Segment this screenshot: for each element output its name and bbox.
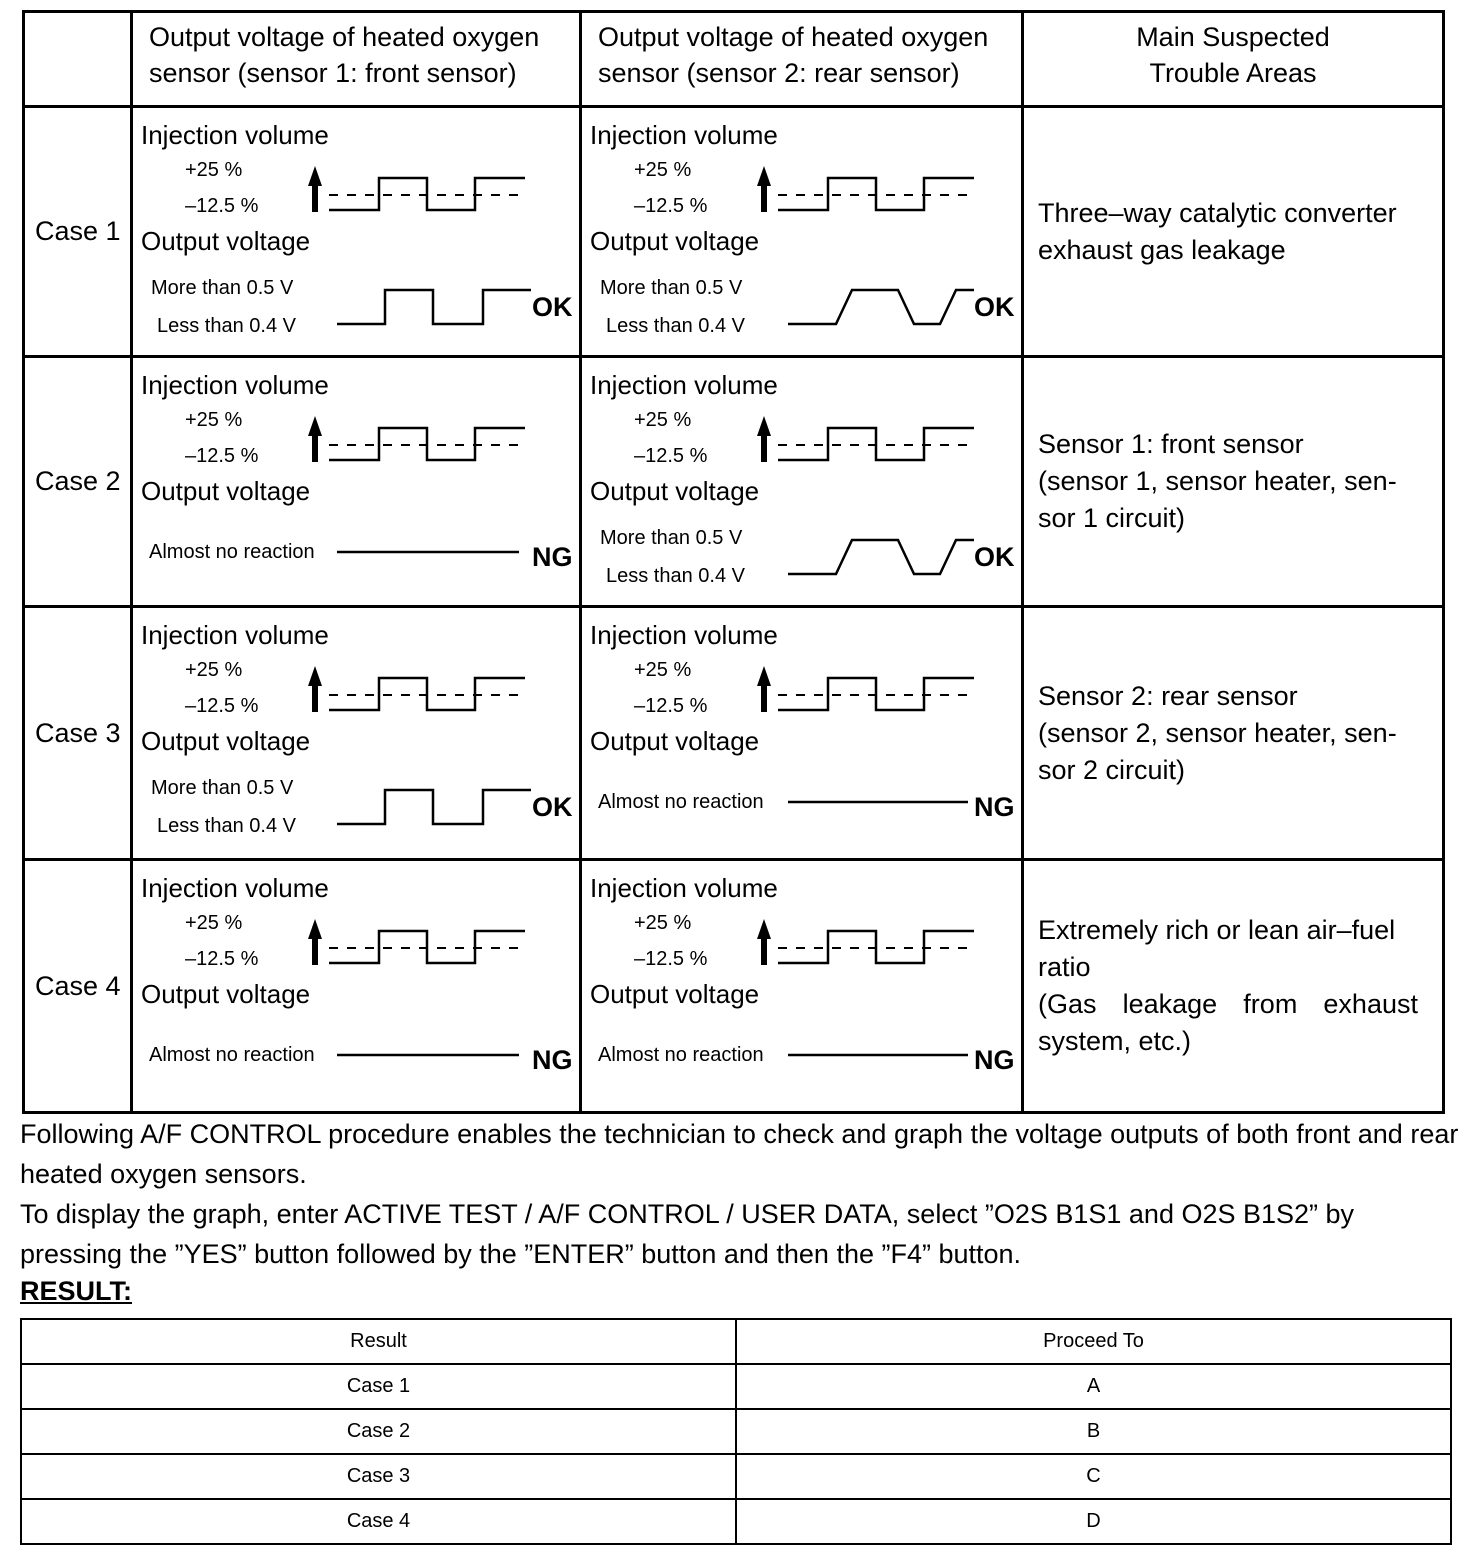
minus-12-5-label: –12.5 %: [634, 195, 708, 217]
header-sensor1: [132, 12, 581, 107]
result-case: Case 4: [21, 1499, 736, 1544]
header-sensor1-line1: Output voltage of heated oxygen: [149, 22, 540, 52]
trouble-areas: [1023, 107, 1444, 357]
injection-volume-label: Injection volume: [141, 120, 329, 150]
result-badge: NG: [532, 1045, 573, 1075]
waveform-diagram: [133, 358, 576, 602]
plus-25-label: +25 %: [634, 409, 692, 431]
sensor2-cell: [581, 860, 1023, 1113]
header-areas: [1023, 12, 1444, 107]
injection-volume-label: Injection volume: [141, 873, 329, 903]
result-case: Case 1: [21, 1364, 736, 1409]
case-row: [24, 357, 1444, 607]
result-proceed: A: [736, 1364, 1451, 1409]
less-than-label: Less than 0.4 V: [606, 565, 745, 587]
result-row: [21, 1454, 1451, 1499]
case-row: [24, 860, 1444, 1113]
waveform-diagram: [133, 861, 576, 1105]
result-heading: RESULT:: [20, 1276, 132, 1306]
output-voltage-label: Output voltage: [141, 226, 311, 256]
plus-25-label: +25 %: [185, 659, 243, 681]
output-wave: [788, 290, 974, 324]
injection-volume-label: Injection volume: [141, 370, 329, 400]
almost-no-reaction-label: Almost no reaction: [598, 791, 764, 813]
trouble-area-line: Three–way catalytic converter: [1038, 197, 1397, 228]
result-row: [21, 1499, 1451, 1544]
arrow-head-icon: [757, 919, 771, 939]
trouble-area-line: system, etc.): [1038, 1026, 1192, 1056]
output-voltage-label: Output voltage: [590, 226, 760, 256]
sensor1-cell: [132, 107, 581, 357]
injection-volume-label: Injection volume: [141, 620, 329, 650]
header-sensor2: [581, 12, 1023, 107]
header-blank-cell: [24, 12, 132, 107]
more-than-label: More than 0.5 V: [600, 527, 743, 549]
result-badge: NG: [532, 542, 573, 572]
waveform-diagram: [582, 861, 1018, 1105]
case-label: Case 3: [24, 607, 132, 860]
injection-volume-label: Injection volume: [590, 873, 778, 903]
case-row: [24, 107, 1444, 357]
case-label: Case 4: [24, 860, 132, 1113]
output-voltage-label: Output voltage: [590, 979, 760, 1009]
minus-12-5-label: –12.5 %: [185, 948, 259, 970]
plus-25-label: +25 %: [634, 659, 692, 681]
trouble-area-line: Extremely rich or lean air–fuel: [1038, 915, 1396, 945]
header-row: [24, 12, 1444, 107]
output-wave: [337, 790, 531, 824]
plus-25-label: +25 %: [185, 912, 243, 934]
more-than-label: More than 0.5 V: [151, 777, 294, 799]
injection-volume-label: Injection volume: [590, 120, 778, 150]
arrow-head-icon: [757, 166, 771, 186]
trouble-area-line: exhaust gas leakage: [1038, 234, 1286, 265]
header-sensor2-line2: sensor (sensor 2: rear sensor): [598, 58, 960, 88]
sensor1-cell: [132, 607, 581, 860]
minus-12-5-label: –12.5 %: [634, 695, 708, 717]
trouble-area-line: sor 2 circuit): [1038, 754, 1186, 785]
more-than-label: More than 0.5 V: [151, 277, 294, 299]
sensor2-cell: [581, 357, 1023, 607]
result-badge: OK: [974, 542, 1015, 572]
result-header-result: Result: [21, 1319, 736, 1364]
minus-12-5-label: –12.5 %: [185, 445, 259, 467]
result-row: [21, 1364, 1451, 1409]
result-proceed: B: [736, 1409, 1451, 1454]
waveform-diagram: [133, 608, 576, 852]
arrow-head-icon: [308, 416, 322, 436]
plus-25-label: +25 %: [185, 409, 243, 431]
trouble-area-line: sor 1 circuit): [1038, 503, 1186, 533]
case-label: Case 1: [24, 107, 132, 357]
case-label: Case 2: [24, 357, 132, 607]
minus-12-5-label: –12.5 %: [634, 948, 708, 970]
result-badge: OK: [532, 292, 573, 322]
arrow-head-icon: [308, 919, 322, 939]
header-areas-line2: Trouble Areas: [1149, 58, 1317, 88]
waveform-diagram: [582, 358, 1018, 602]
result-proceed: D: [736, 1499, 1451, 1544]
injection-volume-label: Injection volume: [590, 620, 778, 650]
waveform-diagram: [582, 108, 1018, 352]
sensor1-cell: [132, 357, 581, 607]
output-voltage-label: Output voltage: [141, 979, 311, 1009]
arrow-head-icon: [308, 166, 322, 186]
arrow-head-icon: [308, 666, 322, 686]
output-voltage-label: Output voltage: [590, 476, 760, 506]
result-case: Case 3: [21, 1454, 736, 1499]
procedure-paragraph: [20, 1114, 1460, 1274]
result-header-proceed: Proceed To: [736, 1319, 1451, 1364]
trouble-area-line: (sensor 1, sensor heater, sen-: [1038, 466, 1397, 496]
output-wave: [788, 540, 974, 574]
result-badge: OK: [974, 292, 1015, 322]
trouble-area-line: (Gas leakage from exhaust: [1038, 989, 1418, 1019]
trouble-area-line: Sensor 2: rear sensor: [1038, 680, 1298, 711]
result-badge: NG: [974, 792, 1015, 822]
output-voltage-label: Output voltage: [141, 726, 311, 756]
plus-25-label: +25 %: [634, 912, 692, 934]
output-wave: [337, 290, 531, 324]
case-row: [24, 607, 1444, 860]
plus-25-label: +25 %: [634, 159, 692, 181]
less-than-label: Less than 0.4 V: [606, 315, 745, 337]
less-than-label: Less than 0.4 V: [157, 315, 296, 337]
trouble-areas: [1023, 607, 1444, 860]
result-case: Case 2: [21, 1409, 736, 1454]
trouble-area-line: Sensor 1: front sensor: [1038, 429, 1304, 459]
header-sensor2-line1: Output voltage of heated oxygen: [598, 22, 989, 52]
trouble-areas: [1023, 357, 1444, 607]
minus-12-5-label: –12.5 %: [185, 195, 259, 217]
result-table: [20, 1318, 1452, 1545]
paragraph-line: Following A/F CONTROL procedure enables the technician to check and graph the voltage outputs of both front and rear heated oxygen sensors.: [20, 1119, 1459, 1189]
arrow-head-icon: [757, 416, 771, 436]
waveform-diagram: [133, 108, 576, 352]
minus-12-5-label: –12.5 %: [185, 695, 259, 717]
trouble-areas: [1023, 860, 1444, 1113]
header-sensor1-line2: sensor (sensor 1: front sensor): [149, 58, 517, 88]
sensor1-cell: [132, 860, 581, 1113]
arrow-head-icon: [757, 666, 771, 686]
waveform-diagram: [582, 608, 1018, 852]
result-row: [21, 1409, 1451, 1454]
minus-12-5-label: –12.5 %: [634, 445, 708, 467]
plus-25-label: +25 %: [185, 159, 243, 181]
result-badge: NG: [974, 1045, 1015, 1075]
injection-volume-label: Injection volume: [590, 370, 778, 400]
more-than-label: More than 0.5 V: [600, 277, 743, 299]
header-areas-line1: Main Suspected: [1136, 22, 1330, 52]
trouble-area-line: ratio: [1038, 952, 1091, 982]
almost-no-reaction-label: Almost no reaction: [149, 541, 315, 563]
result-header-row: [21, 1319, 1451, 1364]
trouble-area-line: (sensor 2, sensor heater, sen-: [1038, 717, 1397, 748]
sensor2-cell: [581, 107, 1023, 357]
sensor2-cell: [581, 607, 1023, 860]
result-badge: OK: [532, 792, 573, 822]
almost-no-reaction-label: Almost no reaction: [149, 1044, 315, 1066]
output-voltage-label: Output voltage: [590, 726, 760, 756]
diagnosis-table: [22, 10, 1445, 1114]
output-voltage-label: Output voltage: [141, 476, 311, 506]
paragraph-line: To display the graph, enter ACTIVE TEST / A/F CONTROL / USER DATA, select ”O2S B1S1 and O2S B1S2” by pressing the ”YES” button followed by the ”ENTER” button and then the ”F4” button.: [20, 1199, 1355, 1269]
almost-no-reaction-label: Almost no reaction: [598, 1044, 764, 1066]
less-than-label: Less than 0.4 V: [157, 815, 296, 837]
result-proceed: C: [736, 1454, 1451, 1499]
